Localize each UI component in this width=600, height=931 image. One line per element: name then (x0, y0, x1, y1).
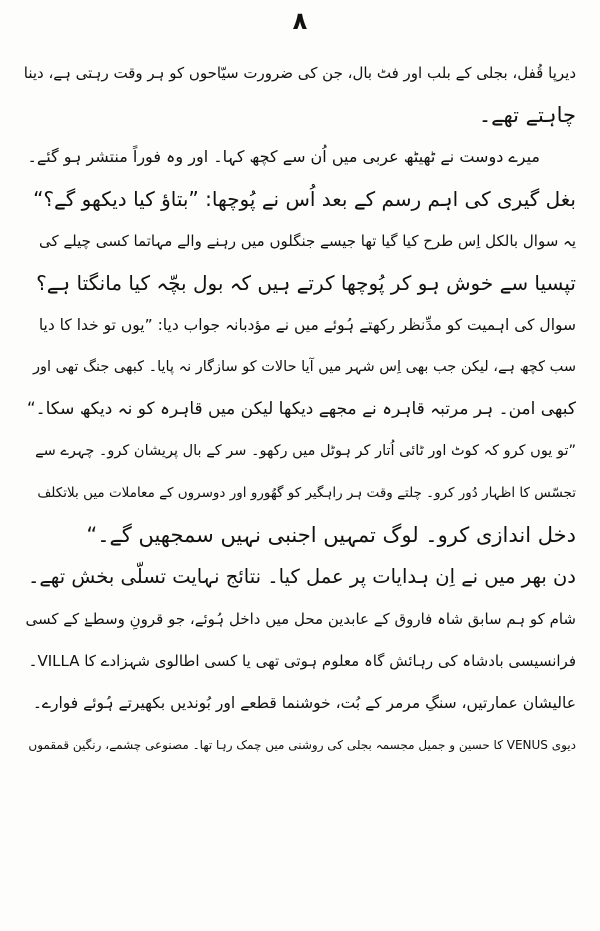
text-line: دیوی VENUS کا حسین و جمیل مجسمہ بجلی کی روشنی میں چمک رہا تھا۔ مصنوعی چشمے، رنگین قمقموں (28, 738, 576, 752)
body-text (24, 52, 576, 766)
text-line: یہ سوال بالکل اِس طرح کیا گیا تھا جیسے جنگلوں میں رہنے والے مہاتما کسی چیلے کی (38, 232, 576, 250)
text-line: سب کچھ ہے، لیکن جب بھی اِس شہر میں آیا حالات کو سازگار نہ پایا۔ کبھی جنگ تھی اور (32, 359, 576, 375)
text-line: دن بھر میں نے اِن ہدایات پر عمل کیا۔ نتائج نہایت تسلّی بخش تھے۔ (27, 565, 576, 588)
text-line: میرے دوست نے ٹھیٹھ عربی میں اُن سے کچھ کہا۔ اور وہ فوراً منتشر ہو گئے۔ (27, 147, 540, 166)
text-line: کبھی امن۔ ہر مرتبہ قاہرہ نے مجھے دیکھا لیکن میں قاہرہ کو نہ دیکھ سکا۔“ (26, 399, 576, 419)
text-line: چاہتے تھے۔ (478, 103, 576, 127)
text-line: دخل اندازی کرو۔ لوگ تمہیں اجنبی نہیں سمجھیں گے۔“ (86, 523, 576, 547)
text-line: بغل گیری کی اہم رسم کے بعد اُس نے پُوچھا: ”بتاؤ کیا دیکھو گے؟“ (33, 187, 576, 211)
text-line: عالیشان عمارتیں، سنگِ مرمر کے بُت، خوشنما قطعے اور بُوندیں بکھیرتے ہُوئے فوارے۔ (32, 694, 576, 712)
text-line: دیرپا قُفل، بجلی کے بلب اور فٹ بال، جن کی ضرورت سیّاحوں کو ہر وقت رہتی ہے، دینا (24, 64, 576, 82)
page-number: ۸ (292, 7, 308, 35)
text-line: تجسّس کا اظہار دُور کرو۔ چلتے وقت ہر راہگیر کو گھُورو اور دوسروں کے معاملات میں بلاتکلف (37, 485, 576, 501)
text-line: ”تو یوں کرو کہ کوٹ اور ٹائی اُتار کر ہوٹل میں رکھو۔ سر کے بال پریشان کرو۔ چہرے سے (35, 443, 576, 459)
text-line: فرانسیسی بادشاہ کی رہائش گاہ معلوم ہوتی تھی یا کسی اطالوی شہزادے کا VILLA۔ (28, 652, 576, 670)
text-line: شام کو ہم سابق شاہ فاروق کے عابدین محل میں داخل ہُوئے، جو قرونِ وسطےٰ کے کسی (25, 610, 576, 628)
text-line: سوال کی اہمیت کو مدِّنظر رکھتے ہُوئے میں نے مؤدبانہ جواب دیا: ”یوں تو خدا کا دیا (38, 316, 576, 334)
text-line: تپسیا سے خوش ہو کر پُوچھا کرتے ہیں کہ بول بچّہ کیا مانگتا ہے؟ (36, 271, 576, 295)
